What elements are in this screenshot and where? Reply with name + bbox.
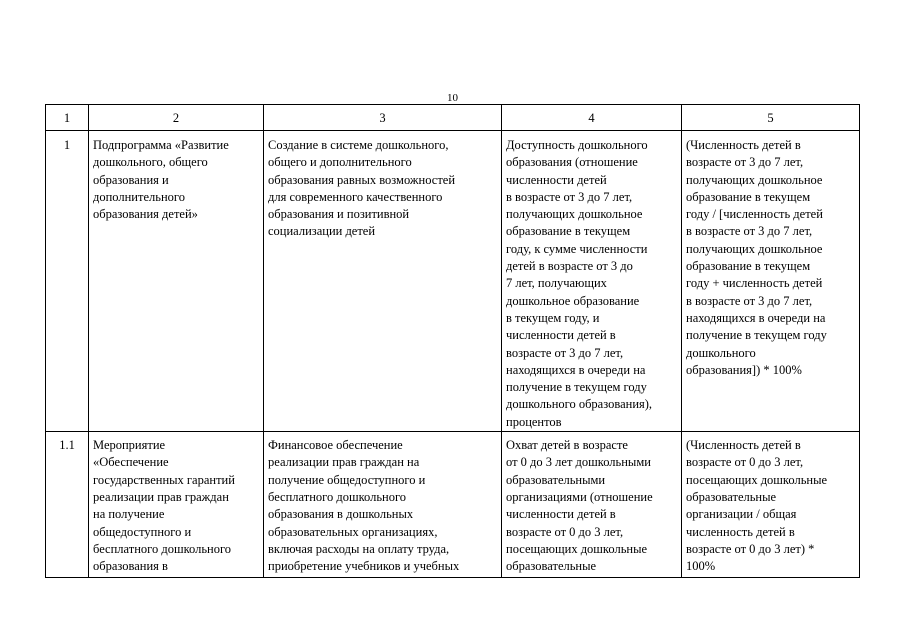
row-number: 1.1 — [59, 438, 75, 453]
goal-text: Финансовое обеспечение реализации прав граждан на получение общедоступного и бесплатного дошкольного образования в дошкольных образовательных организациях, включая расходы на оплату труда, приобретение учебников и учебных — [268, 438, 460, 574]
program-name: Мероприятие «Обеспечение государственных гарантий реализации прав граждан на получение общедоступного и бесплатного дошкольного образования в — [93, 438, 235, 574]
table-row — [46, 131, 860, 432]
goal-cell — [264, 432, 502, 578]
indicator-text: Доступность дошкольного образования (отношение численности детей в возрасте от 3 до 7 лет, получающих дошкольное образование в текущем году, к сумме численности детей в возрасте от 3 до 7 лет, получающих дошкольное образование в текущем году, и численности детей в возрасте от 3 до 7 лет, находящихся в очереди на получение в текущем году дошкольного образования), процентов — [506, 138, 653, 429]
column-header: 5 — [682, 105, 860, 131]
program-name-cell — [89, 432, 264, 578]
column-header: 2 — [89, 105, 264, 131]
program-name-cell — [89, 131, 264, 432]
goal-text: Создание в системе дошкольного, общего и дополнительного образования равных возможностей для современного качественного образования и позитивной социализации детей — [268, 138, 456, 239]
formula-text: (Численность детей в возрасте от 3 до 7 лет, получающих дошкольное образование в текущем году / [численность детей в возрасте от 3 до 7 лет, получающих дошкольное образование в текущем году + численность детей в возрасте от 3 до 7 лет, находящихся в очереди на получение в текущем году дошкольного образования]) * 100% — [686, 138, 827, 377]
formula-cell — [682, 131, 860, 432]
formula-text: (Численность детей в возрасте от 0 до 3 лет, посещающих дошкольные образовательные организации / общая численность детей в возрасте от 0 до 3 лет) * 100% — [686, 438, 828, 574]
row-number-cell — [46, 131, 89, 432]
column-header: 3 — [264, 105, 502, 131]
table-header-row — [46, 105, 860, 131]
table-row — [46, 432, 860, 578]
column-header: 1 — [46, 105, 89, 131]
goal-cell — [264, 131, 502, 432]
row-number-cell — [46, 432, 89, 578]
row-number: 1 — [63, 138, 71, 152]
indicator-cell — [502, 432, 682, 578]
formula-cell — [682, 432, 860, 578]
page-number: 10 — [447, 92, 458, 104]
column-header: 4 — [502, 105, 682, 131]
indicator-cell — [502, 131, 682, 432]
indicator-text: Охват детей в возрасте от 0 до 3 лет дошкольными образовательными организациями (отношение численности детей в возрасте от 0 до 3 лет, посещающих дошкольные образовательные — [506, 438, 653, 574]
program-table — [45, 104, 860, 578]
program-name: Подпрограмма «Развитие дошкольного, общего образования и дополнительного образования детей» — [93, 138, 229, 222]
